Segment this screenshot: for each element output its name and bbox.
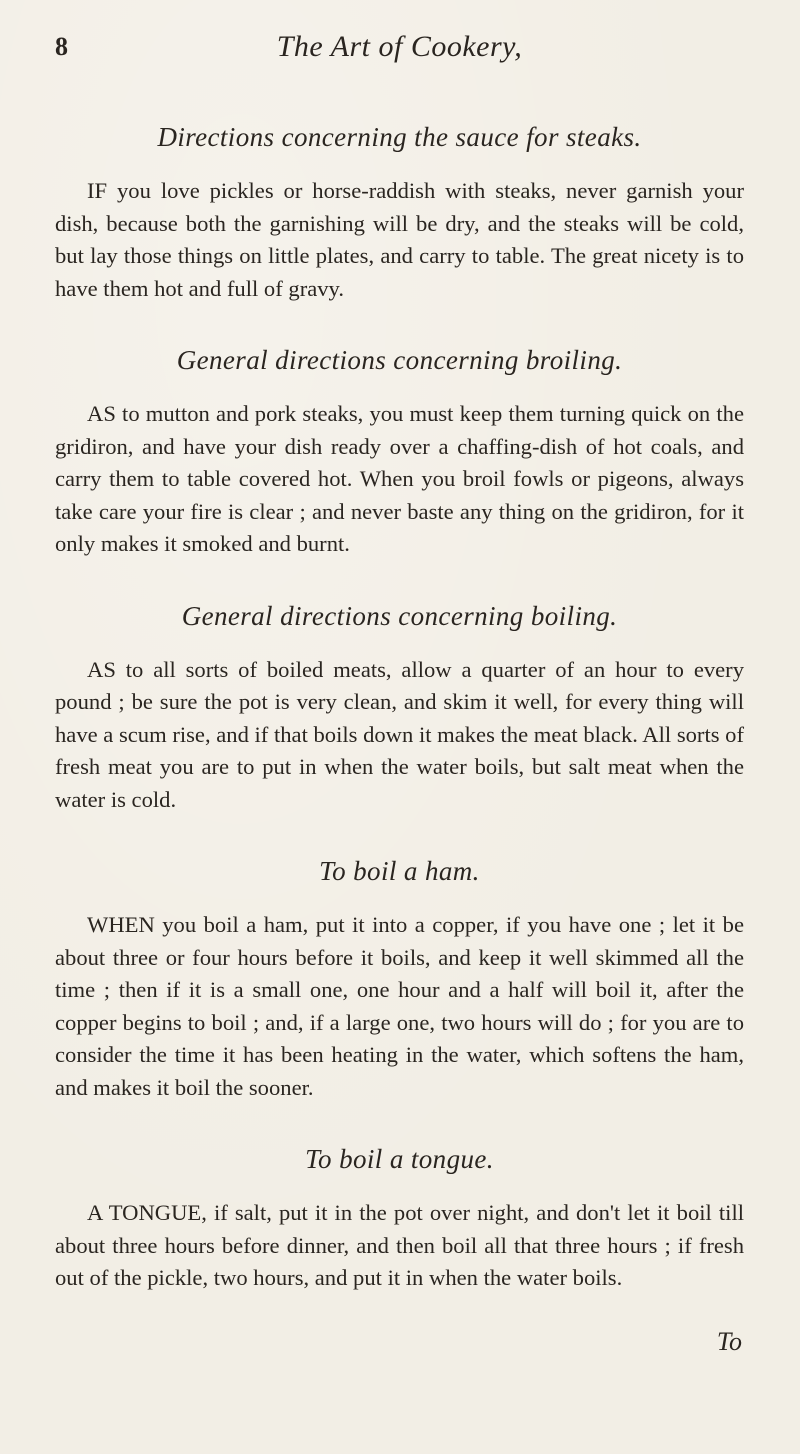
section-broiling <box>55 345 744 561</box>
section-paragraph: WHEN you boil a ham, put it into a copper, if you have one ; let it be about three or four hours before it boils, and keep it well skimmed all the time ; then if it is a small one, one hour and a half will boil it, after the copper begins to boil ; and, if a large one, two hours will do ; for you are to consider the time it has been heating in the water, which softens the ham, and makes it boil the sooner. <box>55 912 744 1100</box>
section-paragraph: A TONGUE, if salt, put it in the pot over night, and don't let it boil till about three hours before dinner, and then boil all that three hours ; if fresh out of the pickle, two hours, and put it in when the water boils. <box>55 1200 744 1290</box>
section-boiling <box>55 601 744 817</box>
section-sauce-for-steaks <box>55 122 744 305</box>
section-heading: To boil a ham. <box>319 856 480 886</box>
section-boil-tongue <box>55 1144 744 1295</box>
section-heading: General directions concerning boiling. <box>181 600 618 631</box>
section-heading: Directions concerning the sauce for steaks. <box>157 122 642 152</box>
running-head <box>55 30 744 70</box>
section-paragraph: AS to mutton and pork steaks, you must keep them turning quick on the gridiron, and have your dish ready over a chaffing-dish of hot coals, and carry them to table covered hot. When you broil fowls or pigeons, always take care your fire is clear ; and never baste any thing on the gridiron, for it only makes it smoked and burnt. <box>55 401 744 556</box>
catchword: To <box>716 1327 742 1356</box>
section-heading: To boil a tongue. <box>305 1144 494 1174</box>
section-paragraph: IF you love pickles or horse-raddish with steaks, never garnish your dish, because both the garnishing will be dry, and the steaks will be cold, but lay those things on little plates, and carry to table. The great nicety is to have them hot and full of gravy. <box>55 178 744 301</box>
book-title: The Art of Cookery, <box>276 30 523 63</box>
section-paragraph: AS to all sorts of boiled meats, allow a quarter of an hour to every pound ; be sure the pot is very clean, and skim it well, for every thing will have a scum rise, and if that boils down it makes the meat black. All sorts of fresh meat you are to put in when the water boils, but salt meat when the water is cold. <box>55 656 744 812</box>
page-number: 8 <box>55 32 68 61</box>
section-heading: General directions concerning broiling. <box>176 345 623 375</box>
section-boil-ham <box>55 856 744 1104</box>
